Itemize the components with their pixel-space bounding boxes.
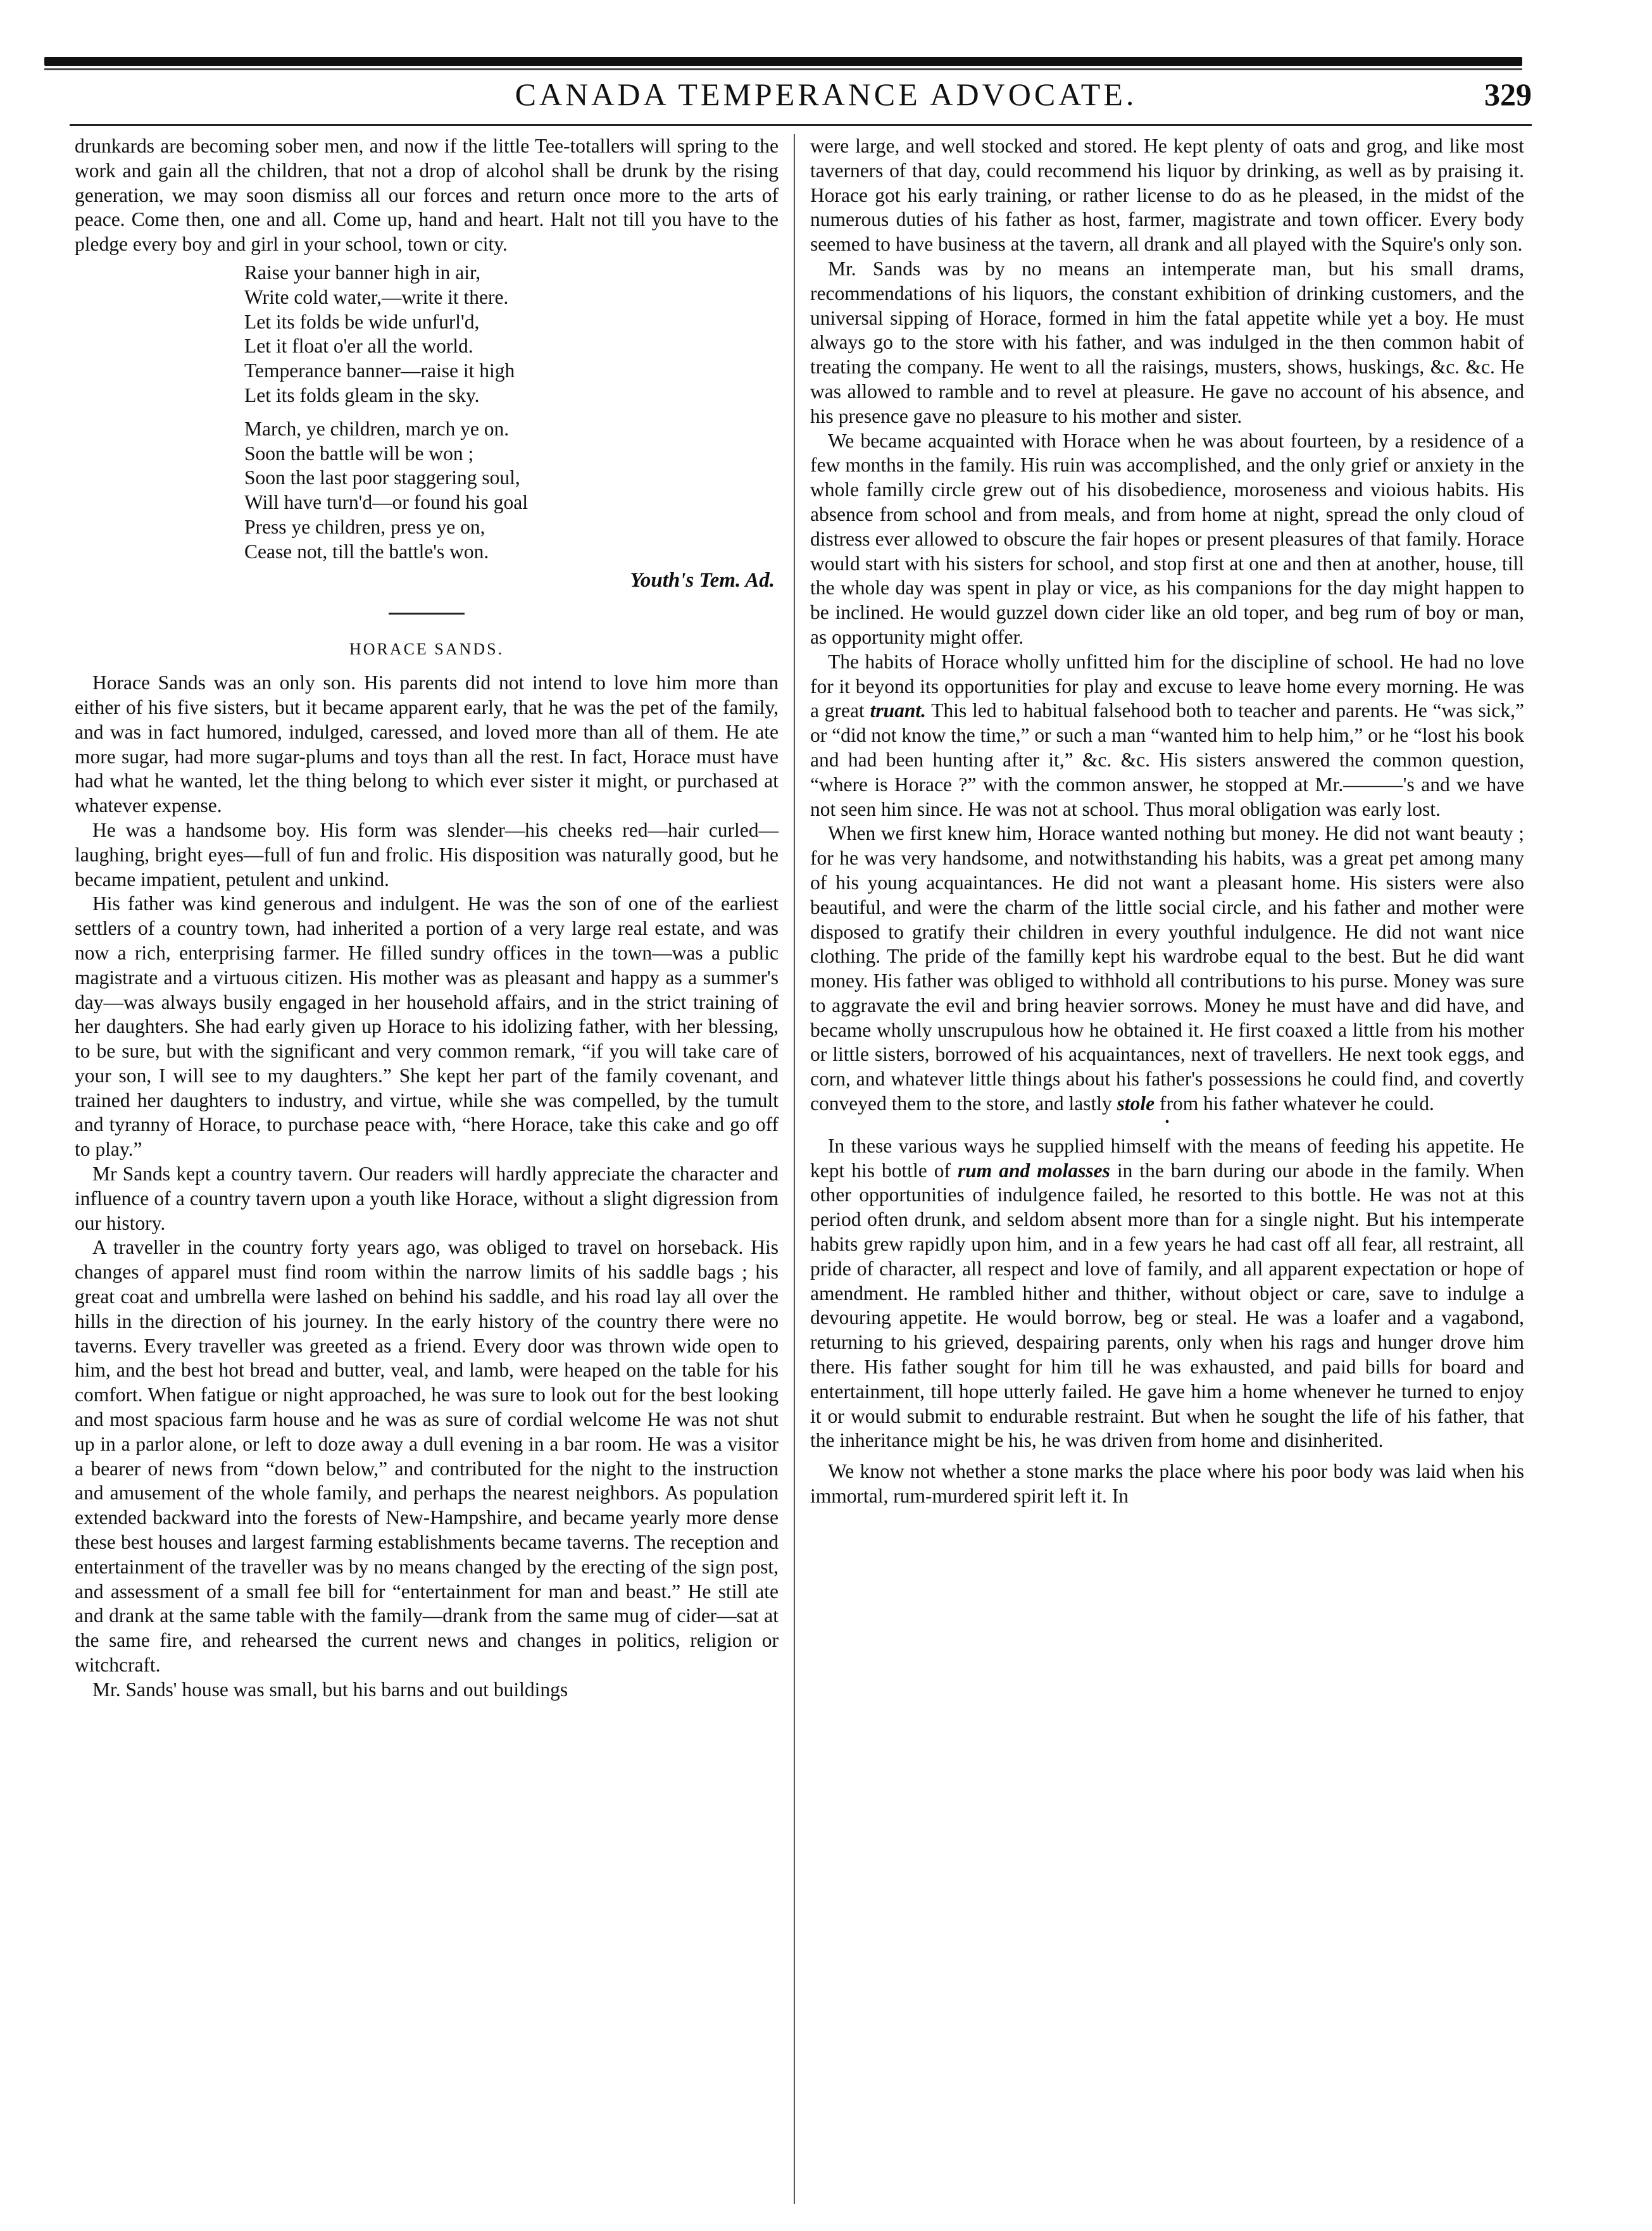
paragraph-text: from his father whatever he could.: [1155, 1092, 1434, 1115]
emphasis-text: rum and molasses: [958, 1159, 1110, 1182]
article-paragraph: Mr. Sands was by no means an intemperate man, but his small drams, recommendations of his liquors, the constant exhibition of drinking customers, and the universal sipping of Horace, formed in him the fatal appetite while yet a boy. He must always go to the store with his father, and was indulged in the then common habit of treating the company. He went to all the raisings, musters, shows, huskings, &c. &c. He was allowed to ramble and to revel at pleasure. He gave no account of his absence, and his presence gave no pleasure to his mother and sister.: [810, 257, 1524, 427]
article-paragraph: [810, 650, 1524, 822]
poem-line: Write cold water,—write it there.: [244, 285, 509, 308]
emphasis-text: stole: [1117, 1092, 1155, 1115]
header-rule: [70, 124, 1532, 126]
right-column: [810, 134, 1524, 1509]
poem-stanza-2: [244, 417, 779, 565]
paragraph-text: The habits of Horace wholly unfitted him for the discipline of school. He had no love for it beyond its opportunities for play and excuse to leave home every morning. He was a great: [810, 650, 1524, 722]
article-paragraph: His father was kind generous and indulgent. He was the son of one of the earliest settlers of a country town, had inherited a portion of a very large real estate, and was now a rich, enterprising farmer. He filled sundry offices in the town—was a public magistrate and a virtuous citizen. His mother was as pleasant and happy as a summer's day—was always busily engaged in her household affairs, and in the strict training of her daughters. She had early given up Horace to his idolizing father, with her blessing, to be sure, but with the significant and very common remark, “if you will take care of your son, I will see to my daughters.” She kept her part of the family covenant, and trained her daughters to industry, and virtue, while she was compelled, by the tumult and tyranny of Horace, to purchase peace with, “here Horace, take this cake and go off to play.”: [75, 892, 779, 1161]
poem-attribution: Youth's Tem. Ad.: [630, 568, 775, 592]
poem-line: Will have turn'd—or found his goal: [244, 491, 528, 514]
article-paragraph: were large, and well stocked and stored. He kept plenty of oats and grog, and like most taverners of that day, could recommend his liquor by drinking, as well as by praising it. Horace got his early training, or rather license to do as he pleased, in the midst of the numerous duties of his father as host, farmer, magistrate and town officer. Every body seemed to have business at the tavern, all drank and all played with the Squire's only son.: [810, 135, 1524, 256]
section-divider: [389, 613, 465, 615]
top-rule-thin: [44, 68, 1522, 70]
poem-line: Temperance banner—raise it high: [244, 359, 515, 382]
article-paragraph: We became acquainted with Horace when he was about fourteen, by a residence of a few months in the family. His ruin was accomplished, and the only grief or anxiety in the whole familly circle grew out of his disobedience, moroseness and vioious habits. His absence from school and from meals, and from home at night, spread the only cloud of distress ever allowed to obscure the fair hopes or present pleasures of that family. Horace would start with his sisters for school, and stop first at one and then at another, house, till the whole day was spent in play or vice, as his companions for the day might happen to be inclined. He would guzzel down cider like an old toper, and beg rum of boy or man, as opportunity might offer.: [810, 429, 1524, 648]
poem-line: Soon the battle will be won ;: [244, 442, 474, 465]
article-paragraph: [810, 1134, 1524, 1453]
bullet-mark: •: [1165, 1115, 1170, 1129]
article-paragraph: [810, 822, 1524, 1116]
article-title: HORACE SANDS.: [349, 640, 504, 659]
paragraph-text: In these various ways he supplied himself with the means of feeding his appetite. He kept his bottle of: [810, 1134, 1524, 1182]
article-paragraph: Mr. Sands' house was small, but his barns and out buildings: [92, 1678, 568, 1701]
poem-line: March, ye children, march ye on.: [244, 417, 510, 440]
article-paragraph: Mr Sands kept a country tavern. Our readers will hardly appreciate the character and influence of a country tavern upon a youth like Horace, without a slight digression from our history.: [75, 1163, 779, 1234]
article-paragraph: Horace Sands was an only son. His parents did not intend to love him more than either of his five sisters, but it became apparent early, that he was the pet of the family, and was in fact humored, indulged, caressed, and loved more than all of them. He ate more sugar, had more sugar-plums and toys than all the rest. In fact, Horace must have had what he wanted, let the thing belong to which ever sister it might, or purchased at whatever expense.: [75, 672, 779, 817]
paragraph-text: This led to habitual falsehood both to teacher and parents. He “was sick,” or “did not know the time,” or such a man “wanted him to help him,” or he “lost his book and had been hunting after it,” &c. &c. His sisters answered the common question, “where is Horace ?” with the common answer, he stopped at Mr.———'s and we have not seen him since. He was not at school. Thus moral obligation was early lost.: [810, 699, 1525, 820]
article-paragraph: A traveller in the country forty years ago, was obliged to travel on horseback. His changes of apparel must find room within the narrow limits of his saddle bags ; his great coat and umbrella were lashed on behind his saddle, and his road lay all over the hills in the direction of his journey. In the early history of the country there were no taverns. Every traveller was greeted as a friend. Every door was thrown wide open to him, and the best hot bread and butter, veal, and lamb, were heaped on the table for his comfort. When fatigue or night approached, he was sure to look out for the best looking and most spacious farm house and he was as sure of cordial welcome He was not shut up in a parlor alone, or left to doze away a dull evening in a bar room. He was a visitor a bearer of news from “down below,” and contributed for the night to the instruction and amusement of the whole family, and perhaps the nearest neighbors. As population extended backward into the forests of New-Hampshire, and became yearly more dense these best houses and largest farming establishments became taverns. The reception and entertainment of the traveller was by no means changed by the erecting of the sign post, and assessment of a small fee bill for “entertainment for man and beast.” He still ate and drank at the same table with the family—drank from the same mug of cider—sat at the same fire, and rehearsed the current news and changes in politics, religion or witchcraft.: [75, 1236, 779, 1677]
article-paragraph: We know not whether a stone marks the place where his poor body was laid when his immortal, rum-murdered spirit left it. In: [810, 1460, 1524, 1508]
top-rule: [44, 57, 1522, 66]
column-divider: [794, 134, 795, 2204]
poem-line: Let its folds gleam in the sky.: [244, 384, 480, 406]
poem-line: Press ye children, press ye on,: [244, 515, 485, 538]
masthead-title: CANADA TEMPERANCE ADVOCATE.: [515, 77, 1137, 112]
paragraph-text: When we first knew him, Horace wanted nothing but money. He did not want beauty ; for he was very handsome, and notwithstanding his habits, was a great pet among many of his young acquaintances. He did not want a pleasant home. His sisters were also beautiful, and were the charm of the little social circle, and his father and mother were disposed to gratify their children in every youthful indulgence. He did not want nice clothing. The pride of the familly kept his wardrobe equal to the best. But he did want money. His father was obliged to withhold all contributions to his purse. Money was sure to aggravate the evil and bring heavier sorrows. Money he must have and did have, and became wholly unscrupulous how he obtained it. He first coaxed a little from his mother or little sisters, borrowed of his acquaintances, next of travellers. He next took eggs, and corn, and whatever little things about his father's possessions he could find, and covertly conveyed them to the store, and lastly: [810, 822, 1524, 1115]
poem-line: Soon the last poor staggering soul,: [244, 466, 520, 489]
poem-line: Raise your banner high in air,: [244, 261, 481, 284]
poem-line: Let its folds be wide unfurl'd,: [244, 310, 480, 333]
left-column: [75, 134, 779, 1703]
intro-paragraph: drunkards are becoming sober men, and now if the little Tee-totallers will spring to the work and gain all the children, that not a drop of alcohol shall be drunk by the rising generation, we may soon dismiss all our forces and return once more to the arts of peace. Come then, one and all. Come up, hand and heart. Halt not till you have to the pledge every boy and girl in your school, town or city.: [75, 135, 779, 256]
poem-line: Cease not, till the battle's won.: [244, 540, 489, 563]
page-number: 329: [1484, 77, 1532, 112]
poem: [244, 261, 779, 565]
article-paragraph: He was a handsome boy. His form was slender—his cheeks red—hair curled—laughing, bright eyes—full of fun and frolic. His disposition was naturally good, but he became impatient, petulent and unkind.: [75, 818, 779, 891]
emphasis-text: truant.: [870, 699, 927, 722]
paragraph-text: in the barn during our abode in the family. When other opportunities of indulgence failed, he resorted to this bottle. He was not at this period often drunk, and seldom absent more than for a single night. But his intemperate habits grew rapidly upon him, and in a few years he had cast off all fear, all restraint, all pride of character, all respect and love of family, and all apparent expectation or hope of amendment. He rambled hither and thither, without object or care, save to indulge a devouring appetite. He would borrow, beg or steal. He was a loafer and a vagabond, returning to his grieved, despairing parents, only when his rags and hunger drove him there. His father sought for him till he was exhausted, and paid bills for board and entertainment, till hope utterly failed. He gave him a home whenever he turned to enjoy it or would submit to endurable restraint. But when he sought the life of his father, that the inheritance might be his, he was driven from home and disinherited.: [810, 1159, 1524, 1452]
poem-stanza-1: [244, 261, 779, 408]
poem-line: Let it float o'er all the world.: [244, 335, 473, 358]
